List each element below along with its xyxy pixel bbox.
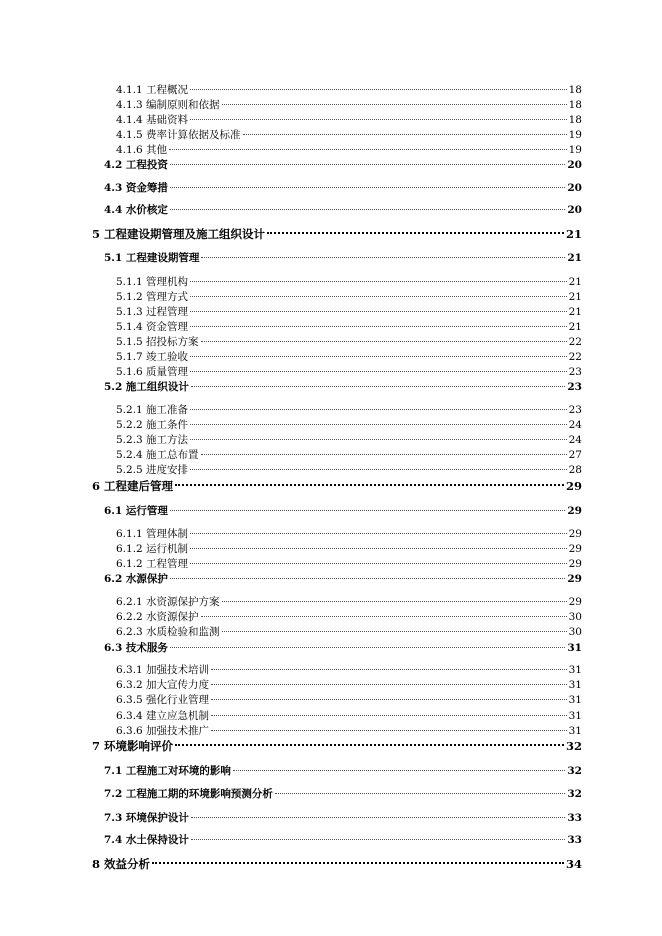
dot-leader xyxy=(222,601,567,602)
toc-entry-title: 4.1.5 费率计算依据及标准 xyxy=(116,129,241,141)
toc-entry-title: 5.1 工程建设期管理 xyxy=(104,252,200,264)
dot-leader xyxy=(275,793,565,794)
toc-entry-page: 20 xyxy=(567,182,582,194)
dot-leader xyxy=(190,469,567,470)
dot-leader xyxy=(201,454,567,455)
toc-entry-page: 23 xyxy=(567,381,582,393)
toc-entry[interactable] xyxy=(92,856,582,872)
toc-entry-page: 32 xyxy=(567,765,582,777)
toc-entry-title: 6.3.1 加强技术培训 xyxy=(116,664,210,676)
dot-leader xyxy=(211,699,567,700)
toc-entry-page: 31 xyxy=(567,642,582,654)
toc-entry-title: 5.1.1 管理机构 xyxy=(116,276,189,288)
toc-entry-title: 6.1.2 工程管理 xyxy=(116,558,189,570)
toc-entry[interactable] xyxy=(116,541,582,556)
dot-leader xyxy=(211,715,567,716)
toc-entry[interactable] xyxy=(104,379,582,394)
toc-entry-page: 20 xyxy=(567,204,582,216)
toc-entry[interactable] xyxy=(116,462,582,477)
toc-entry-title: 6.3.5 强化行业管理 xyxy=(116,694,210,706)
dot-leader xyxy=(190,409,567,410)
dot-leader xyxy=(175,484,564,486)
toc-entry-page: 23 xyxy=(568,366,582,378)
dot-leader xyxy=(170,209,565,210)
toc-entry-page: 21 xyxy=(568,321,582,333)
toc-entry-title: 4.1.6 其他 xyxy=(116,144,168,156)
toc-entry-title: 4.3 资金筹措 xyxy=(104,182,168,194)
toc-entry-page: 32 xyxy=(565,739,582,753)
toc-entry[interactable] xyxy=(116,692,582,707)
dot-leader xyxy=(190,296,567,297)
toc-entry-title: 6.1 运行管理 xyxy=(104,505,168,517)
toc-entry-title: 6.2.3 水质检验和监测 xyxy=(116,626,220,638)
dot-leader xyxy=(201,257,565,258)
dot-leader xyxy=(191,386,565,387)
dot-leader xyxy=(201,616,567,617)
toc-entry-title: 6.3 技术服务 xyxy=(104,642,168,654)
toc-entry-title: 6 工程建后管理 xyxy=(92,479,174,493)
toc-entry[interactable] xyxy=(116,142,582,157)
toc-entry-title: 5.2.3 施工方法 xyxy=(116,434,189,446)
toc-entry[interactable] xyxy=(116,82,582,97)
toc-entry[interactable] xyxy=(104,202,582,217)
toc-entry-page: 29 xyxy=(567,505,582,517)
toc-entry[interactable] xyxy=(92,738,582,754)
toc-entry-page: 34 xyxy=(565,857,582,871)
toc-entry-title: 5.1.2 管理方式 xyxy=(116,291,189,303)
dot-leader xyxy=(222,631,567,632)
dot-leader xyxy=(190,281,567,282)
dot-leader xyxy=(175,744,564,746)
toc-entry[interactable] xyxy=(104,786,582,801)
dot-leader xyxy=(190,326,567,327)
toc-entry-page: 29 xyxy=(565,479,582,493)
toc-entry-title: 6.3.6 加强技术推广 xyxy=(116,725,210,737)
toc-entry-title: 5.1.7 竣工验收 xyxy=(116,351,189,363)
toc-entry-page: 23 xyxy=(568,404,582,416)
toc-entry-title: 4.2 工程投资 xyxy=(104,159,168,171)
dot-leader xyxy=(170,187,565,188)
dot-leader xyxy=(190,424,567,425)
toc-entry-title: 5.2 施工组织设计 xyxy=(104,381,189,393)
dot-leader xyxy=(170,510,565,511)
toc-entry-page: 21 xyxy=(567,252,582,264)
toc-entry-page: 29 xyxy=(568,543,582,555)
toc-entry-page: 33 xyxy=(567,812,582,824)
dot-leader xyxy=(170,578,565,579)
toc-entry-title: 5 工程建设期管理及施工组织设计 xyxy=(92,227,266,241)
toc-entry-page: 27 xyxy=(568,449,582,461)
toc-entry-page: 29 xyxy=(568,528,582,540)
toc-entry[interactable] xyxy=(104,832,582,847)
dot-leader xyxy=(233,770,565,771)
toc-entry[interactable] xyxy=(116,417,582,432)
toc-entry-page: 22 xyxy=(568,336,582,348)
toc-entry-page: 31 xyxy=(568,664,582,676)
toc-entry[interactable] xyxy=(104,810,582,825)
toc-entry-title: 6.1.2 运行机制 xyxy=(116,543,189,555)
toc-entry-page: 18 xyxy=(568,114,582,126)
toc-entry[interactable] xyxy=(104,640,582,655)
toc-entry-title: 4.1.4 基础资料 xyxy=(116,114,189,126)
toc-entry[interactable] xyxy=(104,250,582,265)
toc-entry-title: 6.1.1 管理体制 xyxy=(116,528,189,540)
toc-entry[interactable] xyxy=(104,503,582,518)
toc-entry[interactable] xyxy=(116,432,582,447)
toc-entry-page: 28 xyxy=(568,464,582,476)
toc-entry[interactable] xyxy=(116,319,582,334)
toc-entry-title: 5.2.4 施工总布置 xyxy=(116,449,199,461)
toc-entry[interactable] xyxy=(116,447,582,462)
toc-entry[interactable] xyxy=(92,478,582,494)
toc-entry[interactable] xyxy=(116,349,582,364)
toc-entry[interactable] xyxy=(116,402,582,417)
toc-entry-page: 21 xyxy=(568,291,582,303)
toc-entry-title: 6.3.2 加大宣传力度 xyxy=(116,679,210,691)
toc-entry[interactable] xyxy=(116,708,582,723)
toc-entry[interactable] xyxy=(116,624,582,639)
dot-leader xyxy=(190,439,567,440)
toc-entry[interactable] xyxy=(104,157,582,172)
dot-leader xyxy=(211,730,567,731)
toc-entry[interactable] xyxy=(116,112,582,127)
toc-entry-page: 32 xyxy=(567,788,582,800)
toc-entry-page: 24 xyxy=(568,434,582,446)
toc-entry-page: 29 xyxy=(568,558,582,570)
toc-entry[interactable] xyxy=(116,304,582,319)
toc-entry-page: 31 xyxy=(568,710,582,722)
toc-entry-page: 19 xyxy=(568,129,582,141)
toc-entry-title: 5.1.4 资金管理 xyxy=(116,321,189,333)
toc-entry-page: 22 xyxy=(568,351,582,363)
toc-entry[interactable] xyxy=(116,274,582,289)
dot-leader xyxy=(190,89,567,90)
dot-leader xyxy=(190,119,567,120)
toc-entry-title: 5.2.2 施工条件 xyxy=(116,419,189,431)
toc-entry[interactable] xyxy=(116,526,582,541)
toc-entry[interactable] xyxy=(116,723,582,738)
dot-leader xyxy=(170,164,565,165)
toc-entry[interactable] xyxy=(116,97,582,112)
dot-leader xyxy=(201,341,567,342)
toc-entry-title: 7.3 环境保护设计 xyxy=(104,812,189,824)
dot-leader xyxy=(169,149,567,150)
toc-entry-title: 7.4 水土保持设计 xyxy=(104,834,189,846)
dot-leader xyxy=(191,817,565,818)
toc-entry-title: 4.1.1 工程概况 xyxy=(116,84,189,96)
toc-entry-title: 5.1.3 过程管理 xyxy=(116,306,189,318)
toc-entry-title: 5.2.5 进度安排 xyxy=(116,464,189,476)
toc-entry-title: 4.1.3 编制原则和依据 xyxy=(116,99,220,111)
toc-entry-title: 6.3.4 建立应急机制 xyxy=(116,710,210,722)
toc-entry-page: 21 xyxy=(568,276,582,288)
toc-entry[interactable] xyxy=(104,571,582,586)
toc-entry[interactable] xyxy=(116,334,582,349)
toc-entry-page: 31 xyxy=(568,679,582,691)
toc-entry[interactable] xyxy=(116,127,582,142)
toc-entry-page: 29 xyxy=(568,596,582,608)
toc-entry-page: 31 xyxy=(568,725,582,737)
toc-entry-page: 18 xyxy=(568,84,582,96)
toc-entry[interactable] xyxy=(116,609,582,624)
toc-entry-page: 24 xyxy=(568,419,582,431)
toc-entry-title: 5.1.5 招投标方案 xyxy=(116,336,199,348)
dot-leader xyxy=(267,232,564,234)
toc-entry-page: 18 xyxy=(568,99,582,111)
dot-leader xyxy=(190,311,567,312)
toc-entry-title: 8 效益分析 xyxy=(92,857,151,871)
dot-leader xyxy=(222,104,567,105)
toc-entry-title: 6.2 水源保护 xyxy=(104,573,168,585)
toc-entry-title: 6.2.2 水资源保护 xyxy=(116,611,199,623)
dot-leader xyxy=(190,548,567,549)
dot-leader xyxy=(190,563,567,564)
dot-leader xyxy=(152,862,564,864)
toc-entry-title: 7.2 工程施工期的环境影响预测分析 xyxy=(104,788,273,800)
toc-entry-page: 30 xyxy=(568,611,582,623)
toc-entry-title: 5.1.6 质量管理 xyxy=(116,366,189,378)
dot-leader xyxy=(243,134,567,135)
toc-entry-page: 30 xyxy=(568,626,582,638)
toc-entry[interactable] xyxy=(104,180,582,195)
toc-entry[interactable] xyxy=(116,677,582,692)
toc-entry-page: 29 xyxy=(567,573,582,585)
toc-entry-title: 6.2.1 水资源保护方案 xyxy=(116,596,220,608)
toc-entry-page: 21 xyxy=(568,306,582,318)
toc-entry[interactable] xyxy=(116,662,582,677)
toc-entry[interactable] xyxy=(92,226,582,242)
dot-leader xyxy=(211,684,567,685)
toc-entry-page: 33 xyxy=(567,834,582,846)
toc-entry[interactable] xyxy=(116,594,582,609)
toc-entry-page: 31 xyxy=(568,694,582,706)
toc-entry[interactable] xyxy=(116,364,582,379)
toc-entry-title: 4.4 水价核定 xyxy=(104,204,168,216)
toc-entry-title: 5.2.1 施工准备 xyxy=(116,404,189,416)
toc-entry[interactable] xyxy=(116,556,582,571)
dot-leader xyxy=(191,839,565,840)
dot-leader xyxy=(190,356,567,357)
toc-entry-page: 20 xyxy=(567,159,582,171)
toc-entry-page: 19 xyxy=(568,144,582,156)
toc-entry[interactable] xyxy=(116,289,582,304)
toc-entry-page: 21 xyxy=(565,227,582,241)
dot-leader xyxy=(170,647,565,648)
dot-leader xyxy=(190,533,567,534)
dot-leader xyxy=(211,669,567,670)
toc-entry-title: 7.1 工程施工对环境的影响 xyxy=(104,765,231,777)
toc-entry-title: 7 环境影响评价 xyxy=(92,739,174,753)
toc-entry[interactable] xyxy=(104,763,582,778)
dot-leader xyxy=(190,371,567,372)
